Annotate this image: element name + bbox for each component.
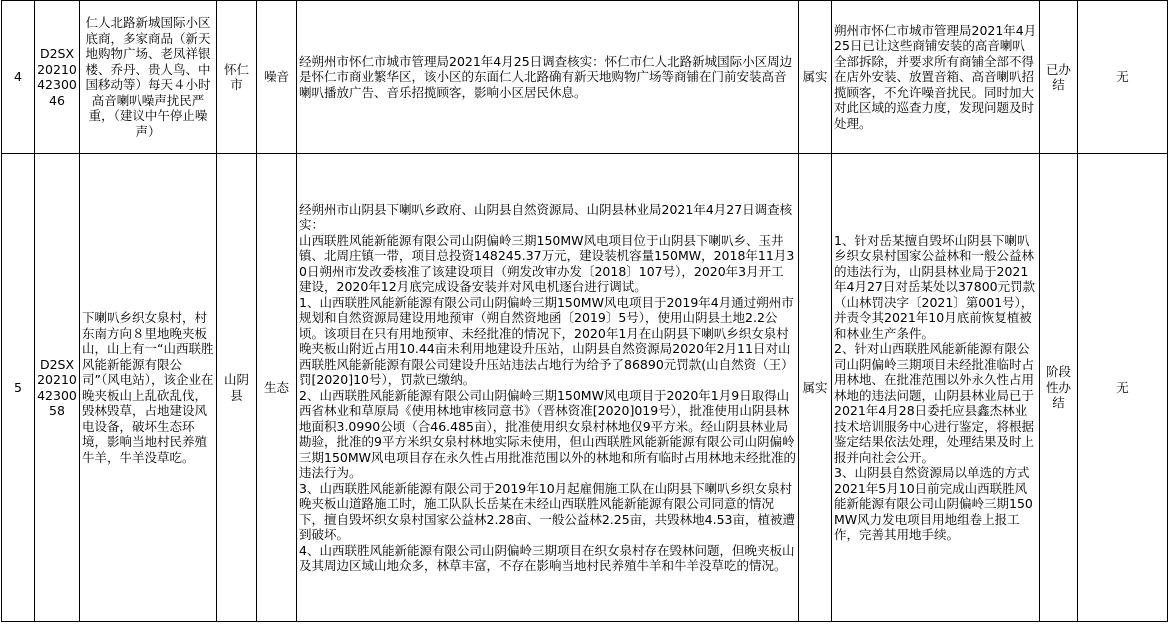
case-code: D2SX2021042300 58 bbox=[35, 154, 80, 622]
handling-status: 阶段性办结 bbox=[1040, 154, 1078, 622]
table-row bbox=[2, 154, 1168, 622]
accountability: 无 bbox=[1078, 1, 1168, 154]
table-row bbox=[2, 1, 1168, 154]
county: 怀仁市 bbox=[217, 1, 257, 154]
verdict: 属实 bbox=[799, 1, 832, 154]
pollution-type: 噪音 bbox=[257, 1, 297, 154]
row-seq: 5 bbox=[2, 154, 35, 622]
handling-measures: 1、针对岳某擅自毁坏山阴县下喇叭乡织女泉村国家公益林和一般公益林的违法行为，山阴县林业局于2021年4月27日对岳某处以37800元罚款（山林罚决字〔2021〕第001号），并责令其2021年10月底前恢复植被和林业生产条件。 2、针对山西联胜风能新能源有限公司山阴偏岭三期项目未经批准临时占用林地、在批准范围以外永久性占用林地的违法问题，山阴县林业局已于2021年4月28日委托应县鑫杰林业技术培训服务中心进行鉴定，将根据鉴定结果依法处理，处理结果及时上报并向社会公开。 3、山阴县自然资源局以单选的方式2021年5月10日前完成山西联胜风能新能源有限公司山阴偏岭三期150MW风力发电项目用地组卷上报工作，完善其用地手续。 bbox=[832, 154, 1040, 622]
investigation-result: 经朔州市山阴县下喇叭乡政府、山阴县自然资源局、山阴县林业局2021年4月27日调查核实： 山西联胜风能新能源有限公司山阴偏岭三期150MW风电项目位于山阴县下喇叭乡、玉井镇、北周庄镇一带，项目总投资148245.37万元，建设装机容量150MW，2018年11月30日朔州市发改委核准了该建设项目（朔发改审办发〔2018〕107号），2020年3月开工建设，2020年12月底完成设备安装并对风电机逐台进行调试。 1、山西联胜风能新能源有限公司山阴偏岭三期150MW风电项目于2019年4月通过朔州市规划和自然资源局建设用地预审（朔自然资地函〔2019〕5号），使用山阴县土地2.2公顷。该项目在只有用地预审、未经批准的情况下，2020年1月在山阴县下喇叭乡织女泉村晚夹板山附近占用10.44亩未利用地建设升压站，山阴县自然资源局2020年2月11日对山西联胜风能新能源有限公司建设升压站违法占地行为给予了86890元罚款(山自然资（王）罚[2020]10号），罚款已缴纳。 2、山西联胜风能新能源有限公司山阴偏岭三期150MW风电项目于2020年1月9日取得山西省林业和草原局《使用林地审核同意书》（晋林资准[2020]019号），批准使用山阴县林地面积3.0990公顷（合46.485亩），批准使用织女泉村林地仅9平方米。经山阴县林业局勘验，批准的9平方米织女泉村林地实际未使用，但山西联胜风能新能源有限公司山阴偏岭三期150MW风电项目存在永久性占用批准范围以外的林地和所有临时占用林地未经批准的违法行为。 3、山西联胜风能新能源有限公司于2019年10月起雇佣施工队在山阴县下喇叭乡织女泉村晚夹板山道路施工时，施工队队长岳某在未经山西联胜风能新能源有限公司同意的情况下，擅自毁坏织女泉村国家公益林2.28亩、一般公益林2.25亩，共毁林地4.53亩，植被遭到破坏。 4、山西联胜风能新能源有限公司山阴偏岭三期项目在织女泉村存在毁林问题，但晚夹板山及其周边区域山地众多，林草丰富，不存在影响当地村民养殖牛羊和牛羊没草吃的情况。 bbox=[297, 154, 799, 622]
handling-measures: 朔州市怀仁市城市管理局2021年4月25日已让这些商铺安装的高音喇叭全部拆除，并要求所有商铺全部不得在店外安装、放置音箱、高音喇叭招揽顾客，不允许噪音扰民。同时加大对此区域的巡查力度，发现问题及时处理。 bbox=[832, 1, 1040, 154]
complaint-content: 下喇叭乡织女泉村，村东南方向８里地晚夹板山，山上有一“山西联胜风能新能源有限公司”（风电站），该企业在晚夹板山上乱砍乱伐，毁林毁草，占地建设风电设备，破坏生态环境，影响当地村民养殖牛羊，牛羊没草吃。 bbox=[80, 154, 217, 622]
verdict: 属实 bbox=[799, 154, 832, 622]
investigation-result: 经朔州市怀仁市城市管理局2021年4月25日调查核实：怀仁市仁人北路新城国际小区周边是怀仁市商业繁华区，该小区的东面仁人北路确有新天地购物广场等商铺在门前安装高音喇叭播放广告、音乐招揽顾客，影响小区居民休息。 bbox=[297, 1, 799, 154]
accountability: 无 bbox=[1078, 154, 1168, 622]
case-code: D2SX2021042300 46 bbox=[35, 1, 80, 154]
petition-report-table bbox=[1, 0, 1168, 622]
county: 山阴县 bbox=[217, 154, 257, 622]
pollution-type: 生态 bbox=[257, 154, 297, 622]
handling-status: 已办结 bbox=[1040, 1, 1078, 154]
complaint-content: 仁人北路新城国际小区底商，多家商品（新天地购物广场、老凤祥银楼、乔丹、贵人鸟、中国移动等）每天４小时高音喇叭噪声扰民严重，（建议中午停止噪声） bbox=[80, 1, 217, 154]
row-seq: 4 bbox=[2, 1, 35, 154]
